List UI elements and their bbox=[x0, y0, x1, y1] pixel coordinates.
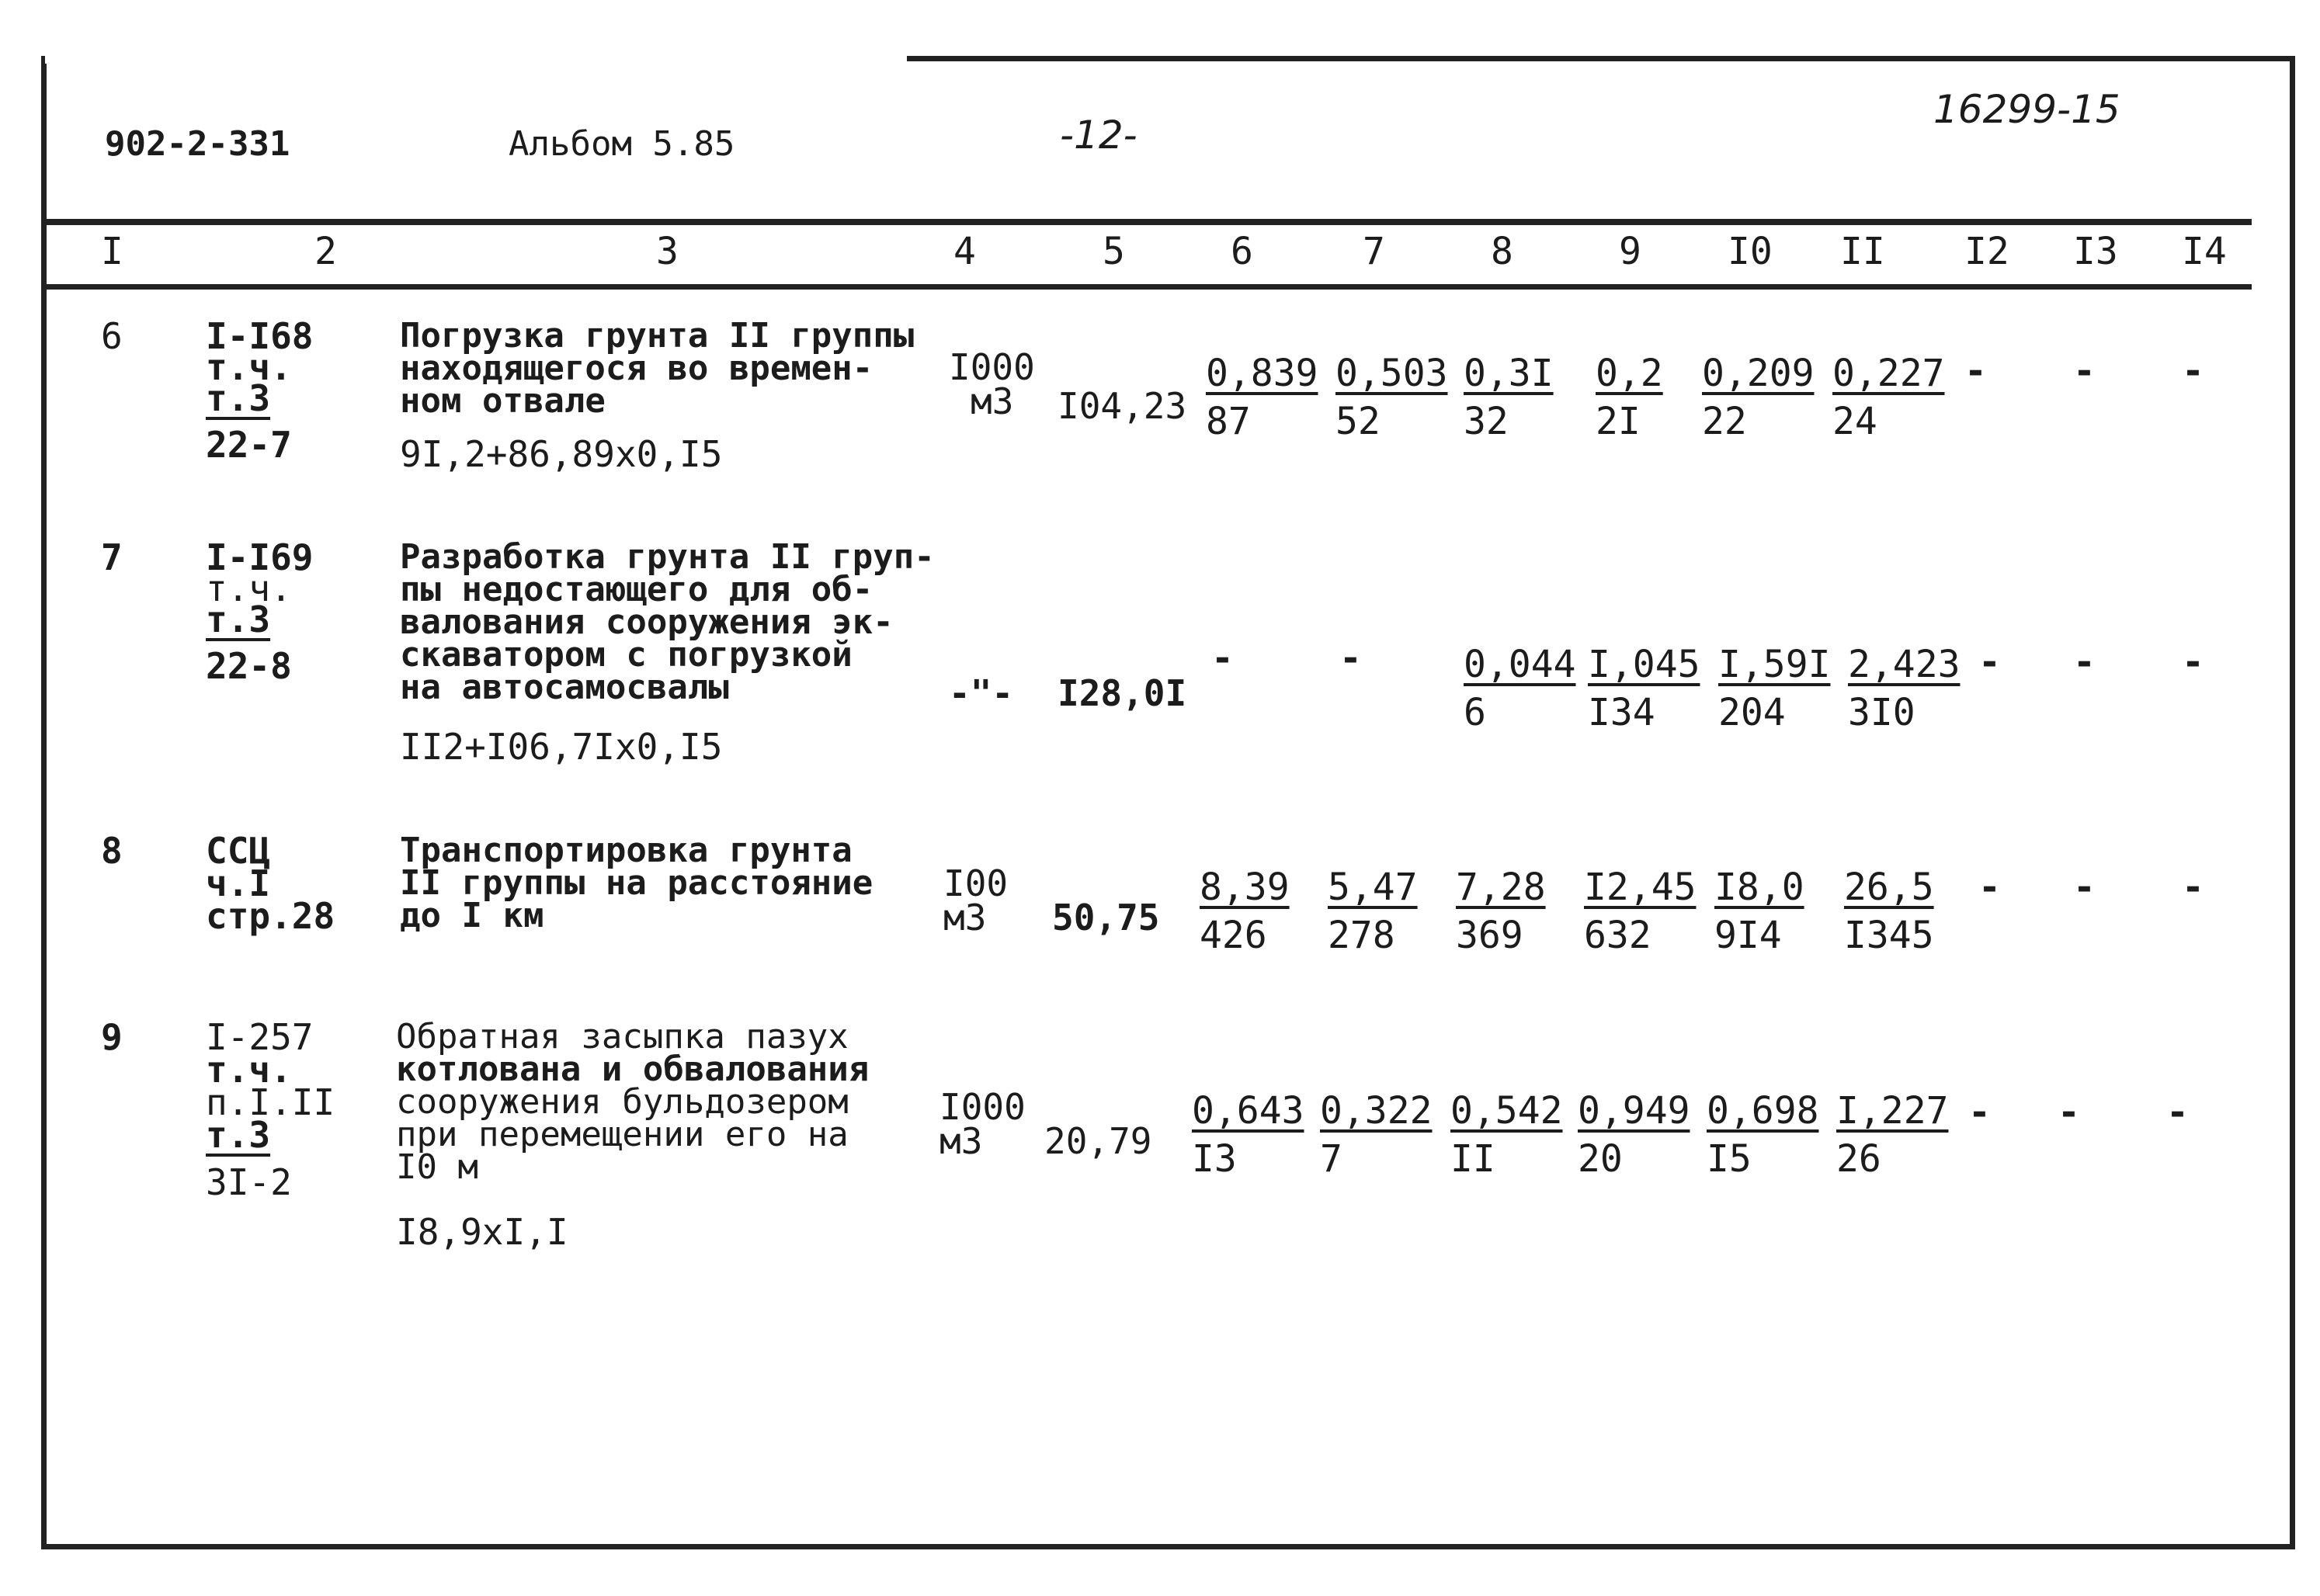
unit-line: м3 bbox=[943, 897, 987, 939]
unit-line: -"- bbox=[949, 672, 1014, 714]
formula: I8,9xI,I bbox=[396, 1211, 568, 1253]
value-cell: $\frac{0,044}{6}$ bbox=[1464, 643, 1576, 734]
value-cell: $\frac{0,322}{7}$ bbox=[1320, 1089, 1433, 1181]
value-cell: $\frac{0,227}{24}$ bbox=[1832, 352, 1945, 443]
empty-cell: - bbox=[2182, 866, 2204, 909]
empty-cell: - bbox=[1968, 1091, 1991, 1134]
empty-cell: - bbox=[2058, 1091, 2080, 1134]
col-5: 5 bbox=[1103, 230, 1125, 273]
ref-line: т.ч. bbox=[206, 567, 292, 609]
value-cell: $\frac{26,5}{I345}$ bbox=[1844, 866, 1934, 957]
ref-line: I-257 bbox=[206, 1016, 314, 1058]
empty-cell: - bbox=[2073, 349, 2096, 393]
description-line: Разработка грунта II груп- bbox=[400, 537, 935, 577]
col-2: 2 bbox=[314, 230, 337, 273]
description-line: находящегося во времен- bbox=[400, 349, 873, 388]
page-number: -12- bbox=[1060, 113, 1137, 158]
document-code: 902-2-331 bbox=[105, 124, 290, 164]
description-line: валования сооружения эк- bbox=[400, 602, 894, 642]
row-number: 6 bbox=[101, 315, 123, 357]
value-cell: $\frac{0,839}{87}$ bbox=[1206, 352, 1318, 443]
value-cell: $\frac{I,227}{26}$ bbox=[1836, 1089, 1949, 1181]
empty-cell: - bbox=[2182, 349, 2204, 393]
page-frame bbox=[41, 56, 2295, 1549]
value-cell: $\frac{0,2}{2I}$ bbox=[1596, 352, 1663, 443]
description-line: ном отвале bbox=[400, 381, 606, 421]
col-4: 4 bbox=[953, 230, 976, 273]
value-cell: $\frac{2,423}{3I0}$ bbox=[1848, 643, 1961, 734]
frame-gap bbox=[45, 54, 907, 64]
col-10: I0 bbox=[1728, 230, 1773, 273]
ref-line: стр.28 bbox=[206, 895, 335, 937]
empty-cell: - bbox=[1978, 640, 2001, 684]
col-9: 9 bbox=[1619, 230, 1641, 273]
ref-line: I-I68 bbox=[206, 315, 314, 357]
unit-price: 50,75 bbox=[1052, 897, 1160, 939]
col-12: I2 bbox=[1964, 230, 2009, 273]
ref-line: т.3 bbox=[206, 598, 271, 640]
ref-line: 22-7 bbox=[206, 424, 292, 466]
value-cell: $\frac{I,045}{I34}$ bbox=[1588, 643, 1700, 734]
value-cell: $\frac{I,59I}{204}$ bbox=[1718, 643, 1831, 734]
ref-line: т.3 bbox=[206, 377, 271, 419]
unit-price: I04,23 bbox=[1058, 385, 1187, 427]
unit-line: м3 bbox=[971, 380, 1014, 422]
row-number: 8 bbox=[101, 830, 123, 872]
ref-line: п.I.II bbox=[206, 1081, 335, 1123]
ref-line: ССЦ bbox=[206, 830, 271, 872]
row-number: 9 bbox=[101, 1016, 123, 1058]
ref-line: 3I-2 bbox=[206, 1161, 292, 1203]
empty-cell: - bbox=[1978, 866, 2001, 909]
ref-line: т.ч. bbox=[206, 1049, 292, 1091]
description-line: скаватором с погрузкой bbox=[400, 635, 853, 675]
col-6: 6 bbox=[1231, 230, 1253, 273]
ref-line: т.3 bbox=[206, 1114, 271, 1156]
col-3: 3 bbox=[656, 230, 679, 273]
value-cell: $\frac{5,47}{278}$ bbox=[1328, 866, 1418, 957]
value-cell: $\frac{0,209}{22}$ bbox=[1702, 352, 1815, 443]
header-rule-top bbox=[47, 219, 2252, 225]
value-cell: $\frac{0,542}{II}$ bbox=[1450, 1089, 1563, 1181]
description-line: пы недостающего для об- bbox=[400, 570, 873, 609]
album-label: Альбом 5.85 bbox=[509, 124, 735, 164]
col-7: 7 bbox=[1363, 230, 1385, 273]
col-8: 8 bbox=[1491, 230, 1513, 273]
description-line: Транспортировка грунта bbox=[400, 831, 853, 870]
unit-line: I000 bbox=[949, 346, 1035, 388]
description-line: на автосамосвалы bbox=[400, 668, 729, 707]
empty-cell: - bbox=[2073, 640, 2096, 684]
value-cell: $\frac{0,3I}{32}$ bbox=[1464, 352, 1554, 443]
description-line: II группы на расстояние bbox=[400, 863, 873, 903]
formula: II2+I06,7Ix0,I5 bbox=[400, 726, 723, 768]
col-1: I bbox=[101, 230, 123, 273]
value-cell: $\frac{0,503}{52}$ bbox=[1335, 352, 1448, 443]
empty-cell: - bbox=[1339, 637, 1362, 680]
value-cell: $\frac{0,643}{I3}$ bbox=[1192, 1089, 1304, 1181]
empty-cell: - bbox=[2166, 1091, 2189, 1134]
value-cell: $\frac{I8,0}{9I4}$ bbox=[1714, 866, 1804, 957]
ref-line: т.ч. bbox=[206, 346, 292, 388]
unit-line: I00 bbox=[943, 862, 1009, 904]
value-cell: $\frac{I2,45}{632}$ bbox=[1584, 866, 1697, 957]
description-line: Обратная засыпка пазух bbox=[396, 1017, 849, 1056]
value-cell: $\frac{0,949}{20}$ bbox=[1578, 1089, 1690, 1181]
description-line: I0 м bbox=[396, 1147, 478, 1187]
ref-line: 22-8 bbox=[206, 645, 292, 687]
ref-line: I-I69 bbox=[206, 536, 314, 578]
col-14: I4 bbox=[2182, 230, 2227, 273]
description-line: сооружения бульдозером bbox=[396, 1082, 849, 1122]
header-rule-bottom bbox=[47, 284, 2252, 290]
value-cell: $\frac{7,28}{369}$ bbox=[1456, 866, 1546, 957]
ref-line: ч.I bbox=[206, 862, 271, 904]
formula: 9I,2+86,89x0,I5 bbox=[400, 433, 723, 475]
row-number: 7 bbox=[101, 536, 123, 578]
unit-line: м3 bbox=[939, 1120, 983, 1162]
unit-price: 20,79 bbox=[1044, 1120, 1152, 1162]
empty-cell: - bbox=[2182, 640, 2204, 684]
value-cell: $\frac{0,698}{I5}$ bbox=[1707, 1089, 1819, 1181]
unit-line: I000 bbox=[939, 1086, 1026, 1128]
empty-cell: - bbox=[2073, 866, 2096, 909]
value-cell: $\frac{8,39}{426}$ bbox=[1200, 866, 1290, 957]
description-line: до I км bbox=[400, 896, 544, 935]
unit-price: I28,0I bbox=[1058, 672, 1187, 714]
empty-cell: - bbox=[1211, 637, 1234, 680]
empty-cell: - bbox=[1964, 349, 1987, 393]
col-11: II bbox=[1840, 230, 1885, 273]
col-13: I3 bbox=[2073, 230, 2118, 273]
description-line: при перемещении его на bbox=[396, 1115, 849, 1154]
description-line: котлована и обвалования bbox=[396, 1050, 870, 1089]
stamp-number: 16299-15 bbox=[1933, 87, 2120, 132]
description-line: Погрузка грунта II группы bbox=[400, 316, 915, 356]
